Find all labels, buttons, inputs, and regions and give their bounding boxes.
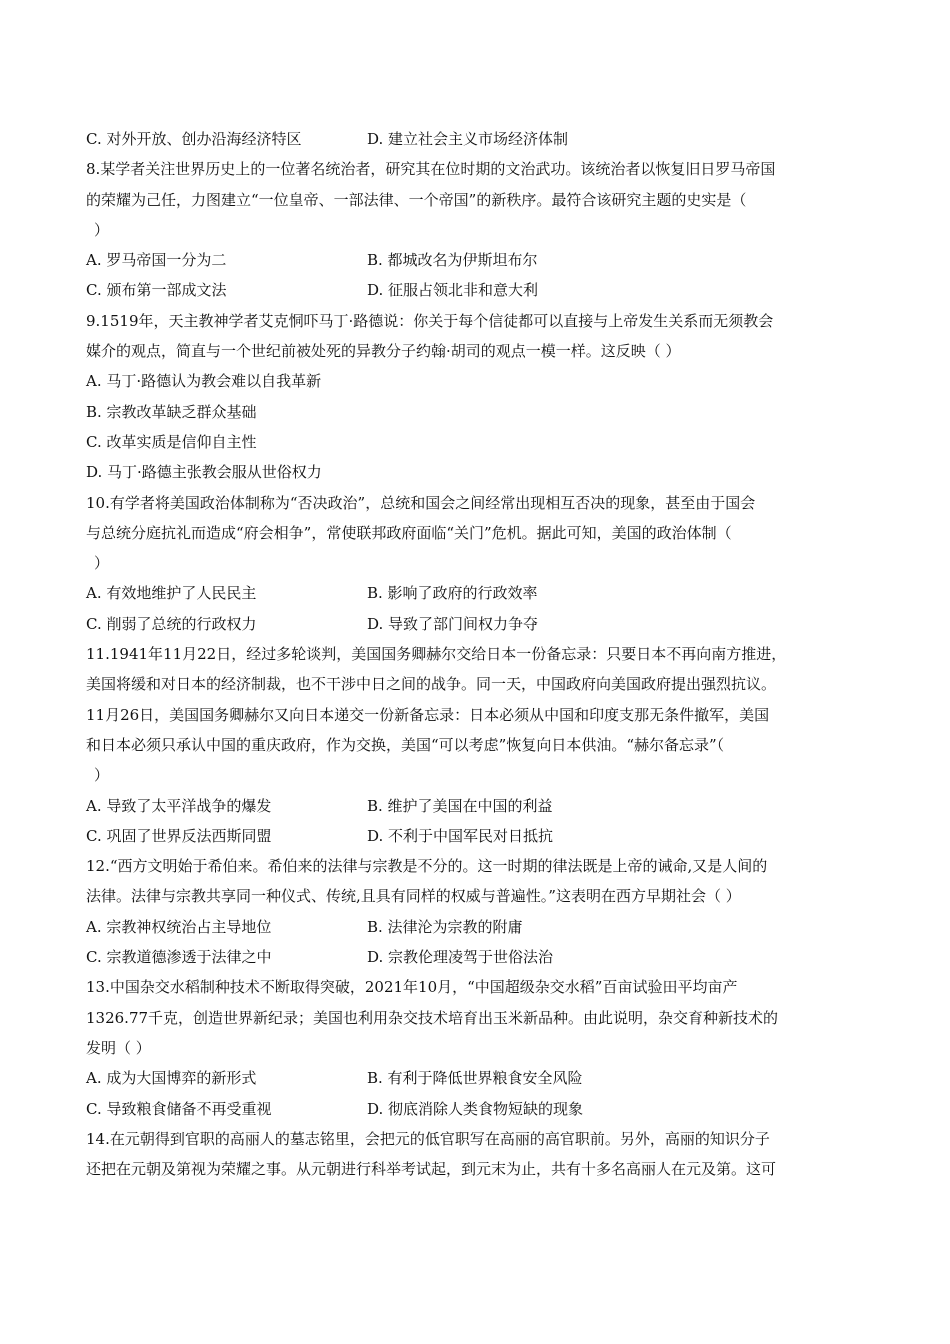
q13-option-b[interactable]: B. 有利于降低世界粮食安全风险: [367, 1069, 583, 1088]
q14-stem-line: 还把在元朝及第视为荣耀之事。从元朝进行科举考试起，到元末为止，共有十多名高丽人在元及第。这可: [86, 1160, 777, 1179]
q11-option-c[interactable]: C. 巩固了世界反法西斯同盟: [86, 826, 272, 845]
q8-option-a[interactable]: A. 罗马帝国一分为二: [86, 251, 227, 270]
q13-stem-line: 1326.77千克，创造世界新纪录；美国也利用杂交技术培育出玉米新品种。由此说明，杂交育种新技术的: [86, 1008, 779, 1027]
question-12: [86, 851, 866, 972]
question-10: [86, 488, 866, 639]
q8-option-d[interactable]: D. 征服占领北非和意大利: [367, 281, 539, 300]
q8-stem-line: 8.某学者关注世界历史上的一位著名统治者，研究其在位时期的文治武功。该统治者以恢复旧日罗马帝国: [86, 160, 776, 179]
question-11: [86, 639, 866, 851]
q10-stem-line: 与总统分庭抗礼而造成“府会相争”，常使联邦政府面临“关门”危机。据此可知，美国的政治体制（: [86, 523, 732, 542]
q11-options-cd: [86, 821, 866, 851]
q12-options-ab: [86, 912, 866, 942]
q13-options-ab: [86, 1063, 866, 1093]
q12-option-b[interactable]: B. 法律沦为宗教的附庸: [367, 917, 523, 936]
q13-options-cd: [86, 1094, 866, 1124]
q12-options-cd: [86, 942, 866, 972]
q11-stem-line: 和日本必须只承认中国的重庆政府，作为交换，美国“可以考虑”恢复向日本供油。“赫尔备忘录”（: [86, 735, 725, 754]
q10-option-d[interactable]: D. 导致了部门间权力争夺: [367, 614, 539, 633]
q9-stem-line: 9.1519年，天主教神学者艾克恫吓马丁·路德说：你关于每个信徒都可以直接与上帝发生关系而无须教会: [86, 311, 774, 330]
q11-option-a[interactable]: A. 导致了太平洋战争的爆发: [86, 796, 272, 815]
q7-options-cd: [86, 124, 866, 154]
q11-options-ab: [86, 791, 866, 821]
q12-option-d[interactable]: D. 宗教伦理凌驾于世俗法治: [367, 948, 554, 967]
q9-option-b[interactable]: B. 宗教改革缺乏群众基础: [86, 402, 257, 421]
q11-stem-line: 11.1941年11月22日，经过多轮谈判，美国国务卿赫尔交给日本一份备忘录：只要日本不再向南方推进，: [86, 645, 787, 664]
q10-option-b[interactable]: B. 影响了政府的行政效率: [367, 584, 538, 603]
q7-option-c[interactable]: C. 对外开放、创办沿海经济特区: [86, 130, 302, 148]
q13-option-d[interactable]: D. 彻底消除人类食物短缺的现象: [367, 1099, 584, 1118]
question-8: [86, 154, 866, 305]
q13-stem-line: 发明（ ）: [86, 1038, 151, 1057]
q9-option-d[interactable]: D. 马丁·路德主张教会服从世俗权力: [86, 463, 322, 482]
q10-stem-line: 10.有学者将美国政治体制称为“否决政治”，总统和国会之间经常出现相互否决的现象，甚至由于国会: [86, 493, 756, 512]
q14-stem-line: 14.在元朝得到官职的高丽人的墓志铭里，会把元的低官职写在高丽的高官职前。另外，高丽的知识分子: [86, 1129, 770, 1148]
q13-option-a[interactable]: A. 成为大国博弈的新形式: [86, 1069, 257, 1088]
question-14: [86, 1124, 866, 1185]
q11-stem-line: 美国将缓和对日本的经济制裁，也不干涉中日之间的战争。同一天，中国政府向美国政府提出强烈抗议。: [86, 675, 777, 694]
question-13: [86, 972, 866, 1123]
q8-options-ab: [86, 245, 866, 275]
q12-option-a[interactable]: A. 宗教神权统治占主导地位: [86, 917, 272, 936]
q11-option-b[interactable]: B. 维护了美国在中国的利益: [367, 796, 553, 815]
q12-option-c[interactable]: C. 宗教道德渗透于法律之中: [86, 948, 272, 967]
q8-stem-line: 的荣耀为己任，力图建立“一位皇帝、一部法律、一个帝国”的新秩序。最符合该研究主题的史实是（: [86, 190, 747, 209]
q8-stem-line: ）: [94, 220, 110, 239]
q9-option-c[interactable]: C. 改革实质是信仰自主性: [86, 432, 257, 451]
q10-option-a[interactable]: A. 有效地维护了人民民主: [86, 584, 257, 603]
q11-option-d[interactable]: D. 不利于中国军民对日抵抗: [367, 826, 554, 845]
q12-stem-line: 12.“西方文明始于希伯来。希伯来的法律与宗教是不分的。这一时期的律法既是上帝的诫命,又是人间的: [86, 857, 768, 876]
q10-stem-line: ）: [94, 554, 110, 573]
exam-page: [86, 124, 866, 1184]
q10-option-c[interactable]: C. 削弱了总统的行政权力: [86, 614, 257, 633]
q11-stem-line: ）: [94, 766, 110, 785]
question-9: [86, 306, 866, 488]
q13-option-c[interactable]: C. 导致粮食储备不再受重视: [86, 1099, 272, 1118]
q13-stem-line: 13.中国杂交水稻制种技术不断取得突破，2021年10月，“中国超级杂交水稻”百亩试验田平均亩产: [86, 978, 738, 997]
q9-option-a[interactable]: A. 马丁·路德认为教会难以自我革新: [86, 372, 322, 391]
q12-stem-line: 法律。法律与宗教共享同一种仪式、传统,且具有同样的权威与普遍性。”这表明在西方早期社会（ ）: [86, 887, 741, 906]
q9-stem-line: 媒介的观点，简直与一个世纪前被处死的异教分子约翰·胡司的观点一模一样。这反映（ ）: [86, 342, 681, 361]
q10-options-ab: [86, 578, 866, 608]
q10-options-cd: [86, 609, 866, 639]
q8-option-c[interactable]: C. 颁布第一部成文法: [86, 281, 227, 300]
q8-options-cd: [86, 275, 866, 305]
q8-option-b[interactable]: B. 都城改名为伊斯坦布尔: [367, 251, 538, 270]
q11-stem-line: 11月26日，美国国务卿赫尔又向日本递交一份新备忘录：日本必须从中国和印度支那无条件撤军，美国: [86, 705, 770, 724]
q7-option-d[interactable]: D. 建立社会主义市场经济体制: [367, 130, 569, 148]
